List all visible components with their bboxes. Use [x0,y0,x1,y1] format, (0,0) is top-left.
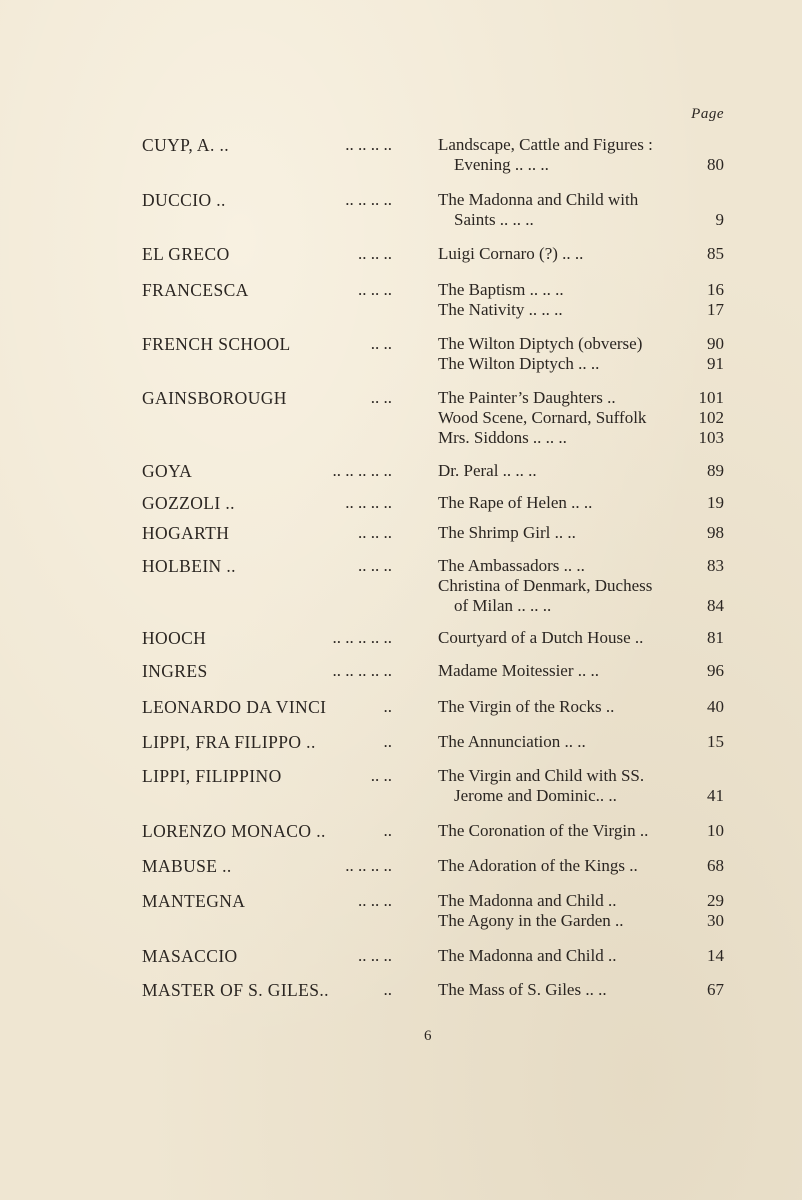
work-title: Wood Scene, Cornard, Suffolk [438,408,647,427]
artist-leader-dots: .. .. .. [358,280,392,299]
artist-name: MASTER OF S. GILES.. [142,980,329,1000]
artist-leader-dots: .. .. [370,334,392,353]
artist-leader-dots: .. [383,697,392,716]
work-title: The Adoration of the Kings .. [438,856,638,875]
artist-name: HOLBEIN .. [142,556,236,576]
artist-leader-dots: .. .. .. [358,946,392,965]
artist-leader-dots: .. [383,732,392,751]
work-title: The Madonna and Child .. [438,891,617,910]
artist-leader-dots: .. .. .. .. .. [332,461,392,480]
artist-leader-dots: .. .. [370,388,392,407]
page-number: 85 [707,244,724,263]
artist-leader-dots: .. .. .. .. .. [332,661,392,680]
work-title-continuation: of Milan .. .. .. [454,596,552,615]
page-number: 15 [707,732,724,751]
work-title: The Wilton Diptych .. .. [438,354,600,373]
artist-name: INGRES [142,661,208,681]
artist-name: GAINSBOROUGH [142,388,287,408]
page-number: 29 [707,891,724,910]
artist-leader-dots: .. .. .. [358,523,392,542]
artist-leader-dots: .. .. .. .. .. [332,628,392,647]
artist-name: LIPPI, FILIPPINO [142,766,282,786]
artist-name: GOYA [142,461,193,481]
work-title: Luigi Cornaro (?) .. .. [438,244,584,263]
page-number: 89 [707,461,724,480]
page-number: 68 [707,856,724,875]
artist-name: LIPPI, FRA FILIPPO .. [142,732,316,752]
artist-leader-dots: .. .. .. .. [345,190,392,209]
work-title: Christina of Denmark, Duchess [438,576,653,595]
page-number: 98 [707,523,724,542]
page-number: 16 [707,280,724,299]
page-number: 96 [707,661,724,680]
artist-name: FRANCESCA [142,280,249,300]
page-number: 81 [707,628,724,647]
work-title: The Coronation of the Virgin .. [438,821,649,840]
work-title: Landscape, Cattle and Figures : [438,135,653,154]
artist-name: GOZZOLI .. [142,493,235,513]
page-number: 9 [715,210,724,229]
page-number: 102 [698,408,724,427]
artist-leader-dots: .. .. .. .. [345,135,392,154]
page-number: 14 [707,946,724,965]
work-title: The Annunciation .. .. [438,732,586,751]
work-title: The Rape of Helen .. .. [438,493,593,512]
artist-leader-dots: .. .. .. [358,556,392,575]
work-title: The Painter’s Daughters .. [438,388,616,407]
work-title: The Agony in the Garden .. [438,911,624,930]
artist-name: EL GRECO [142,244,230,264]
work-title: The Baptism .. .. .. [438,280,564,299]
artist-leader-dots: .. .. [370,766,392,785]
work-title: The Madonna and Child .. [438,946,617,965]
page-number: 103 [698,428,724,447]
artist-name: LORENZO MONACO .. [142,821,326,841]
page-number: 80 [707,155,724,174]
artist-name: LEONARDO DA VINCI [142,697,327,717]
artist-leader-dots: .. .. .. [358,244,392,263]
page-number: 67 [707,980,724,999]
work-title: The Shrimp Girl .. .. [438,523,576,542]
work-title: The Mass of S. Giles .. .. [438,980,607,999]
page-number: 90 [707,334,724,353]
work-title: Mrs. Siddons .. .. .. [438,428,567,447]
artist-name: MANTEGNA [142,891,246,911]
artist-name: HOGARTH [142,523,230,543]
artist-name: MABUSE .. [142,856,232,876]
work-title: The Virgin of the Rocks .. [438,697,615,716]
page-number: 84 [707,596,724,615]
artist-leader-dots: .. .. .. [358,891,392,910]
work-title-continuation: Saints .. .. .. [454,210,534,229]
work-title: The Virgin and Child with SS. [438,766,645,785]
work-title: Dr. Peral .. .. .. [438,461,537,480]
page-column-label: Page [691,106,724,122]
artist-name: DUCCIO .. [142,190,226,210]
page-number: 19 [707,493,724,512]
work-title: The Ambassadors .. .. [438,556,585,575]
work-title: The Madonna and Child with [438,190,639,209]
artist-leader-dots: .. [383,980,392,999]
work-title: Madame Moitessier .. .. [438,661,599,680]
page-number: 30 [707,911,724,930]
artist-leader-dots: .. [383,821,392,840]
page-number: 41 [707,786,724,805]
page-number: 17 [707,300,724,319]
folio-number: 6 [424,1028,432,1044]
work-title-continuation: Jerome and Dominic.. .. [454,786,617,805]
work-title: Courtyard of a Dutch House .. [438,628,644,647]
page-number: 101 [698,388,724,407]
artist-leader-dots: .. .. .. .. [345,856,392,875]
artist-name: HOOCH [142,628,207,648]
page-number: 83 [707,556,724,575]
page-number: 40 [707,697,724,716]
work-title: The Nativity .. .. .. [438,300,563,319]
work-title-continuation: Evening .. .. .. [454,155,549,174]
work-title: The Wilton Diptych (obverse) [438,334,643,353]
artist-leader-dots: .. .. .. .. [345,493,392,512]
artist-name: CUYP, A. .. [142,135,230,155]
page-number: 91 [707,354,724,373]
artist-name: MASACCIO [142,946,238,966]
page-number: 10 [707,821,724,840]
artist-name: FRENCH SCHOOL [142,334,291,354]
